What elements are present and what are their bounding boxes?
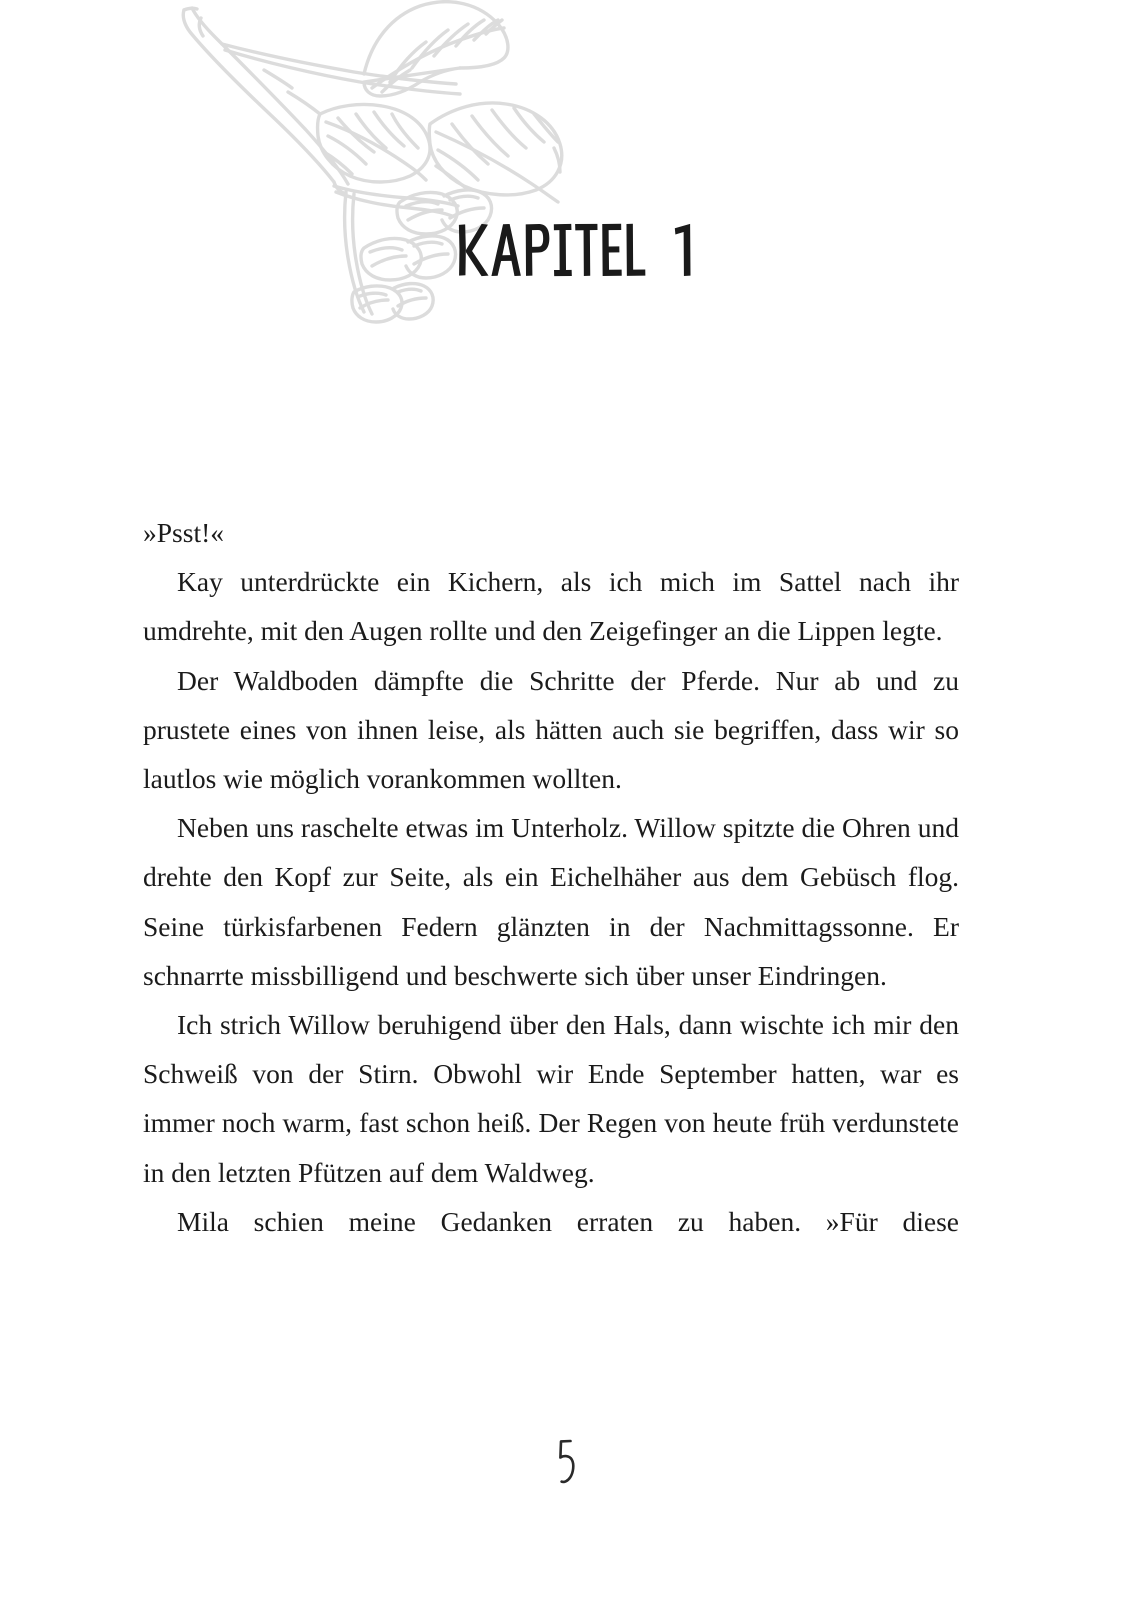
paragraph: Der Waldboden dämpfte die Schritte der Pferde. Nur ab und zu prustete eines von ihnen leise, als hätten auch sie begriffen, dass wir so lautlos wie möglich vorankommen wollten. [143, 664, 959, 795]
paragraph: Ich strich Willow beruhigend über den Hals, dann wischte ich mir den Schweiß von der Stirn. Obwohl wir Ende September hatten, war es immer noch warm, fast schon heiß. Der Regen von heute früh verdunstete in den letzten Pfützen auf dem Waldweg. [143, 1009, 959, 1188]
chapter-body-text [143, 508, 959, 1246]
paragraph: Kay unterdrückte ein Kichern, als ich mich im Sattel nach ihr umdrehte, mit den Augen rollte und den Zeigefinger an die Lippen legte. [143, 566, 959, 647]
chapter-title [455, 215, 702, 285]
paragraph: Mila schien meine Gedanken erraten zu haben. »Für diese [177, 1205, 959, 1237]
chapter-header [0, 0, 1132, 360]
paragraph: »Psst!« [143, 517, 224, 548]
paragraph: Neben uns raschelte etwas im Unterholz. Willow spitzte die Ohren und drehte den Kopf zur Seite, als ein Eichelhäher aus dem Gebüsch flog. Seine türkisfarbenen Federn glänzten in der Nachmittagssonne. Er schnarrte missbilligend und beschwerte sich über unser Eindringen. [143, 812, 959, 991]
page-number [0, 1438, 1132, 1498]
